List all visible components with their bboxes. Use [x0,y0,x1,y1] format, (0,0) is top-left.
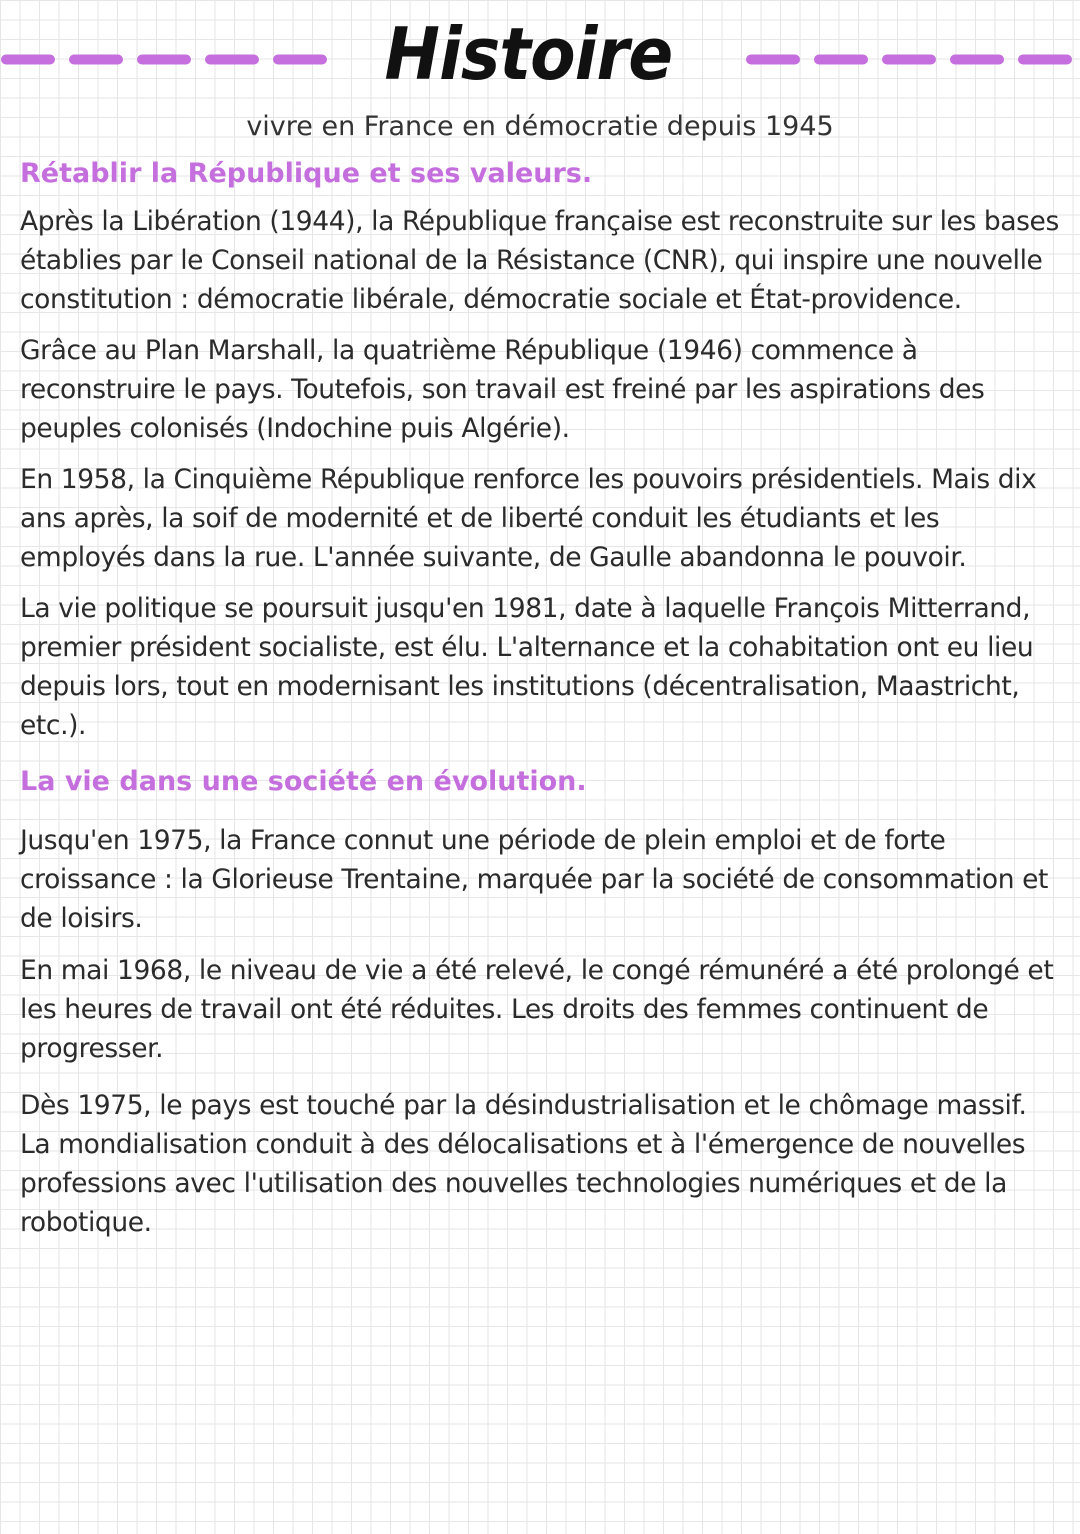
text-line: professions avec l'utilisation des nouvelles technologies numériques et de la [20,1168,1007,1199]
right-dash-svg [745,54,1080,65]
text-line: premier président socialiste, est élu. L'alternance et la cohabitation ont eu lieu [20,632,1034,663]
text-line: reconstruire le pays. Toutefois, son travail est freiné par les aspirations des [20,374,985,405]
text-line: les heures de travail ont été réduites. Les droits des femmes continuent de [20,994,989,1025]
section-heading-republique: Rétablir la République et ses valeurs. [20,158,593,189]
paragraph-desindustrialisation [20,1086,1060,1242]
text-line: établies par le Conseil national de la Résistance (CNR), qui inspire une nouvelle [20,245,1043,276]
text-line: etc.). [20,710,87,741]
text-line: Après la Libération (1944), la République française est reconstruite sur les bases [20,206,1059,237]
paragraph-plan-marshall [20,331,1060,448]
text-line: Dès 1975, le pays est touché par la désindustrialisation et le chômage massif. [20,1090,1027,1121]
left-dashed-decoration [0,54,330,65]
text-line: constitution : démocratie libérale, démocratie sociale et État-providence. [20,284,962,315]
text-line: La vie politique se poursuit jusqu'en 1981, date à laquelle François Mitterrand, [20,593,1031,624]
paragraph-mitterrand [20,589,1060,745]
text-line: La mondialisation conduit à des délocalisations et à l'émergence de nouvelles [20,1129,1026,1160]
text-line: de loisirs. [20,903,143,934]
text-line: croissance : la Glorieuse Trentaine, marquée par la société de consommation et [20,864,1049,895]
text-line: Jusqu'en 1975, la France connut une période de plein emploi et de forte [20,825,946,856]
paragraph-cinquieme-republique [20,460,1060,577]
page-subtitle: vivre en France en démocratie depuis 1945 [246,111,834,142]
title-row [0,0,1080,110]
text-line: Grâce au Plan Marshall, la quatrième République (1946) commence à [20,335,918,366]
paragraph-mai-1968 [20,951,1060,1068]
right-dashed-decoration [745,54,1080,65]
text-line: robotique. [20,1207,152,1238]
text-line: ans après, la soif de modernité et de liberté conduit les étudiants et les [20,503,940,534]
text-line: progresser. [20,1033,164,1064]
section-heading-societe: La vie dans une société en évolution. [20,766,587,797]
paragraph-glorieuse-trentaine [20,821,1060,938]
text-line: peuples colonisés (Indochine puis Algérie). [20,413,570,444]
text-line: depuis lors, tout en modernisant les institutions (décentralisation, Maastricht, [20,671,1020,702]
text-line: En mai 1968, le niveau de vie a été relevé, le congé rémunéré a été prolongé et [20,955,1054,986]
text-line: En 1958, la Cinquième République renforce les pouvoirs présidentiels. Mais dix [20,464,1037,495]
page-title: Histoire [384,12,673,96]
left-dash-svg [0,54,330,65]
text-line: employés dans la rue. L'année suivante, de Gaulle abandonna le pouvoir. [20,542,967,573]
paragraph-liberation [20,202,1060,319]
